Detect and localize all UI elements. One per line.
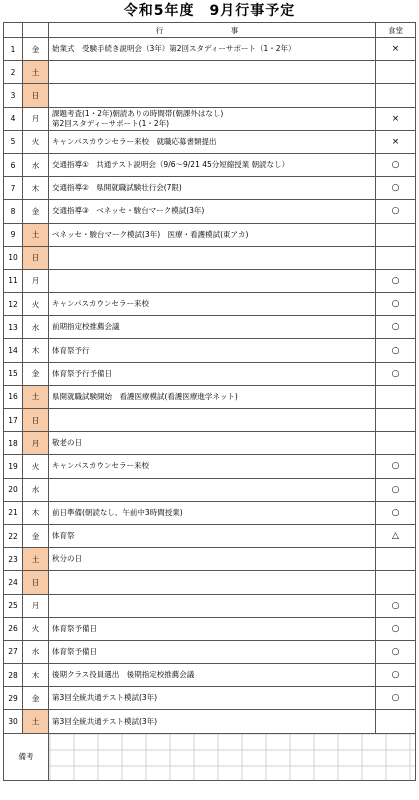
- cafeteria-cell: [376, 710, 416, 733]
- table-row: [4, 38, 416, 61]
- day-number: 25: [4, 594, 23, 617]
- day-number: 19: [4, 455, 23, 478]
- event-text: 始業式 受験手続き説明会（3年）第2回スタディーサポート（1・2年）: [52, 44, 296, 54]
- table-row: [4, 455, 416, 478]
- day-number: 24: [4, 571, 23, 594]
- day-number: 27: [4, 640, 23, 663]
- event-cell: [49, 293, 376, 316]
- cafeteria-cell: ○: [376, 687, 416, 710]
- event-cell: [49, 524, 376, 547]
- day-number: 6: [4, 153, 23, 176]
- event-cell: [49, 571, 376, 594]
- event-cell: [49, 84, 376, 107]
- weekday-cell: 日: [23, 571, 49, 594]
- weekday-cell: 火: [23, 293, 49, 316]
- table-row: [4, 130, 416, 153]
- weekday-cell: 水: [23, 153, 49, 176]
- event-text: 交通指導② 県開就職試験壮行会(7限): [52, 183, 182, 193]
- event-text: 後期クラス役員選出 後期指定校推薦会議: [52, 670, 195, 680]
- weekday-cell: 日: [23, 246, 49, 269]
- table-row: [4, 385, 416, 408]
- weekday-cell: 土: [23, 548, 49, 571]
- day-number: 15: [4, 362, 23, 385]
- event-cell: [49, 710, 376, 733]
- table-row: [4, 432, 416, 455]
- event-text: 第3回全統共通テスト模試(3年): [52, 693, 158, 703]
- cafeteria-cell: [376, 61, 416, 84]
- weekday-cell: 土: [23, 61, 49, 84]
- day-number: 8: [4, 200, 23, 223]
- cafeteria-cell: ○: [376, 640, 416, 663]
- day-number: 29: [4, 687, 23, 710]
- weekday-cell: 金: [23, 200, 49, 223]
- event-text: 体育祭予行: [52, 345, 90, 355]
- remarks-row: [4, 733, 416, 780]
- table-row: [4, 710, 416, 733]
- remarks-label: 備考: [4, 733, 49, 780]
- weekday-cell: 月: [23, 594, 49, 617]
- day-number: 14: [4, 339, 23, 362]
- table-row: [4, 640, 416, 663]
- table-row: [4, 548, 416, 571]
- day-number: 12: [4, 293, 23, 316]
- cafeteria-cell: [376, 84, 416, 107]
- event-text: 体育祭: [52, 531, 75, 541]
- event-text: 体育祭予行予備日: [52, 368, 112, 378]
- page-title: 令和5年度 9月行事予定: [123, 3, 296, 19]
- table-row: [4, 246, 416, 269]
- weekday-cell: 火: [23, 455, 49, 478]
- weekday-cell: 土: [23, 223, 49, 246]
- cafeteria-cell: [376, 223, 416, 246]
- day-number: 13: [4, 316, 23, 339]
- table-row: [4, 594, 416, 617]
- day-number: 9: [4, 223, 23, 246]
- day-number: 4: [4, 107, 23, 130]
- event-cell: [49, 223, 376, 246]
- weekday-cell: 金: [23, 524, 49, 547]
- weekday-cell: 月: [23, 107, 49, 130]
- cafeteria-cell: ×: [376, 107, 416, 130]
- table-row: [4, 664, 416, 687]
- schedule-rows: [4, 38, 416, 734]
- table-row: [4, 409, 416, 432]
- event-text: 体育祭予備日: [52, 623, 97, 633]
- weekday-cell: 日: [23, 84, 49, 107]
- day-number: 20: [4, 478, 23, 501]
- event-cell: [49, 316, 376, 339]
- table-row: [4, 84, 416, 107]
- table-row: [4, 200, 416, 223]
- table-row: [4, 524, 416, 547]
- schedule-table: [3, 22, 416, 781]
- day-number: 18: [4, 432, 23, 455]
- event-text: 敬老の日: [52, 438, 82, 448]
- header-cafeteria: 食堂: [376, 23, 416, 38]
- day-number: 16: [4, 385, 23, 408]
- event-cell: [49, 478, 376, 501]
- day-number: 22: [4, 524, 23, 547]
- table-row: [4, 617, 416, 640]
- event-text: キャンパスカウンセラー来校 就職応募書類提出: [52, 136, 217, 146]
- event-text: 第3回全統共通テスト模試(3年): [52, 716, 158, 726]
- event-cell: [49, 385, 376, 408]
- event-cell: [49, 130, 376, 153]
- table-header-row: [4, 23, 416, 38]
- weekday-cell: 木: [23, 177, 49, 200]
- event-cell: [49, 246, 376, 269]
- cafeteria-cell: ○: [376, 293, 416, 316]
- cafeteria-cell: [376, 571, 416, 594]
- event-text: キャンパスカウンセラー来校: [52, 299, 149, 309]
- weekday-cell: 金: [23, 38, 49, 61]
- event-cell: [49, 501, 376, 524]
- cafeteria-cell: ○: [376, 200, 416, 223]
- cafeteria-cell: [376, 432, 416, 455]
- cafeteria-cell: ×: [376, 38, 416, 61]
- day-number: 26: [4, 617, 23, 640]
- table-row: [4, 362, 416, 385]
- event-cell: [49, 269, 376, 292]
- day-number: 11: [4, 269, 23, 292]
- table-row: [4, 339, 416, 362]
- event-text: 体育祭予備日: [52, 646, 97, 656]
- table-row: [4, 316, 416, 339]
- cafeteria-cell: ○: [376, 339, 416, 362]
- table-row: [4, 478, 416, 501]
- table-row: [4, 107, 416, 130]
- weekday-cell: 水: [23, 640, 49, 663]
- remarks-area: [49, 733, 416, 780]
- weekday-cell: 金: [23, 362, 49, 385]
- cafeteria-cell: ○: [376, 153, 416, 176]
- event-cell: [49, 687, 376, 710]
- cafeteria-cell: ○: [376, 664, 416, 687]
- cafeteria-cell: ○: [376, 269, 416, 292]
- cafeteria-cell: ○: [376, 594, 416, 617]
- weekday-cell: 火: [23, 617, 49, 640]
- weekday-cell: 月: [23, 269, 49, 292]
- table-row: [4, 177, 416, 200]
- event-cell: [49, 594, 376, 617]
- event-text: 交通指導① 共通テスト説明会（9/6〜9/21 45分短縮授業 朝読なし）: [52, 160, 290, 170]
- table-row: [4, 571, 416, 594]
- weekday-cell: 土: [23, 385, 49, 408]
- event-cell: [49, 61, 376, 84]
- event-cell: [49, 548, 376, 571]
- event-cell: [49, 107, 376, 130]
- event-text: 県開就職試験開始 看護医療模試(看護医療進学ネット): [52, 391, 238, 401]
- event-text: 第2回スタディーサポート(1・2年): [52, 118, 170, 128]
- weekday-cell: 土: [23, 710, 49, 733]
- event-text: 秋分の日: [52, 554, 82, 564]
- event-cell: [49, 177, 376, 200]
- cafeteria-cell: [376, 548, 416, 571]
- day-number: 1: [4, 38, 23, 61]
- event-cell: [49, 339, 376, 362]
- day-number: 2: [4, 61, 23, 84]
- header-day: [4, 23, 23, 38]
- day-number: 10: [4, 246, 23, 269]
- weekday-cell: 水: [23, 478, 49, 501]
- cafeteria-cell: ○: [376, 177, 416, 200]
- table-row: [4, 501, 416, 524]
- header-event: 行 事: [49, 23, 376, 38]
- cafeteria-cell: ○: [376, 478, 416, 501]
- event-cell: [49, 432, 376, 455]
- day-number: 5: [4, 130, 23, 153]
- table-row: [4, 293, 416, 316]
- cafeteria-cell: ○: [376, 617, 416, 640]
- event-text: 交通指導③ ベネッセ・駿台マーク模試(3年): [52, 206, 205, 216]
- table-row: [4, 687, 416, 710]
- event-text: 前期指定校推薦会議: [52, 322, 120, 332]
- cafeteria-cell: [376, 246, 416, 269]
- event-cell: [49, 640, 376, 663]
- event-cell: [49, 200, 376, 223]
- day-number: 7: [4, 177, 23, 200]
- cafeteria-cell: [376, 385, 416, 408]
- weekday-cell: 木: [23, 664, 49, 687]
- weekday-cell: 木: [23, 501, 49, 524]
- day-number: 17: [4, 409, 23, 432]
- cafeteria-cell: [376, 409, 416, 432]
- day-number: 30: [4, 710, 23, 733]
- cafeteria-cell: △: [376, 524, 416, 547]
- weekday-cell: 水: [23, 316, 49, 339]
- event-cell: [49, 38, 376, 61]
- cafeteria-cell: ○: [376, 501, 416, 524]
- day-number: 23: [4, 548, 23, 571]
- header-weekday: [23, 23, 49, 38]
- event-text: ベネッセ・駿台マーク模試(3年) 医療・看護模試(東アカ): [52, 229, 249, 239]
- event-text: 前日準備(朝読なし、午前中3時間授業): [52, 507, 183, 517]
- event-text: 課題考査(1・2年)朝読ありの時間帯(朝課外はなし): [52, 108, 224, 118]
- event-cell: [49, 664, 376, 687]
- cafeteria-cell: ○: [376, 316, 416, 339]
- table-row: [4, 61, 416, 84]
- event-cell: [49, 455, 376, 478]
- day-number: 28: [4, 664, 23, 687]
- event-text: キャンパスカウンセラー来校: [52, 461, 149, 471]
- event-cell: [49, 409, 376, 432]
- event-cell: [49, 153, 376, 176]
- weekday-cell: 火: [23, 130, 49, 153]
- day-number: 3: [4, 84, 23, 107]
- event-cell: [49, 362, 376, 385]
- day-number: 21: [4, 501, 23, 524]
- table-row: [4, 153, 416, 176]
- cafeteria-cell: ○: [376, 362, 416, 385]
- weekday-cell: 日: [23, 409, 49, 432]
- weekday-cell: 金: [23, 687, 49, 710]
- weekday-cell: 木: [23, 339, 49, 362]
- table-row: [4, 223, 416, 246]
- cafeteria-cell: ×: [376, 130, 416, 153]
- table-row: [4, 269, 416, 292]
- event-cell: [49, 617, 376, 640]
- weekday-cell: 月: [23, 432, 49, 455]
- cafeteria-cell: ○: [376, 455, 416, 478]
